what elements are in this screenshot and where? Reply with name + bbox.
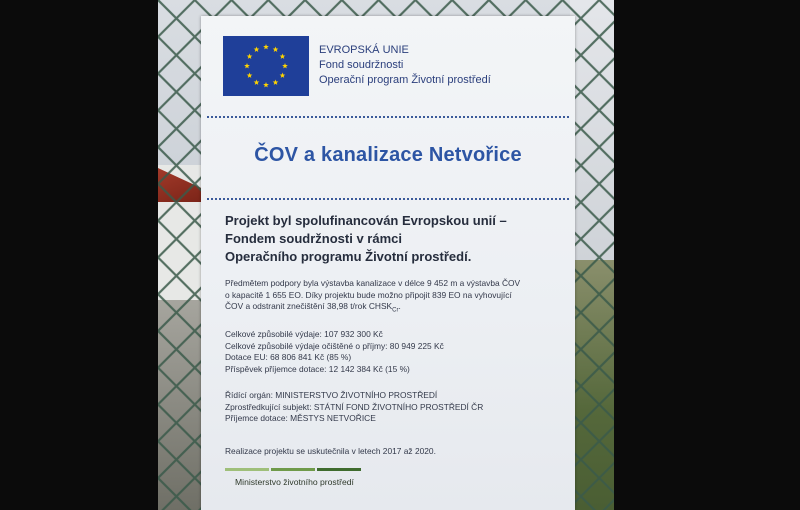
program-name: Operační program Životní prostředí [319, 74, 491, 86]
realization-period: Realizace projektu se uskutečnila v letech 2017 až 2020. [225, 446, 436, 456]
cost-line: Příspěvek příjemce dotace: 12 142 384 Kč (15 %) [225, 363, 410, 374]
eu-star-icon [273, 47, 279, 52]
headline-line: Projekt byl spolufinancován Evropskou unií – [225, 213, 507, 228]
eu-star-icon [280, 73, 286, 78]
dotted-separator [207, 116, 569, 118]
description-line: o kapacitě 1 655 EO. Díky projektu bude možno připojit 839 EO na vyhovující [225, 289, 512, 300]
eu-name: EVROPSKÁ UNIE [319, 44, 409, 56]
description-line: ČOV a odstranit znečištění 38,98 t/rok $CHSK_{Cr}$. [225, 301, 401, 314]
bar-segment [225, 468, 269, 471]
description-line: Předmětem podpory byla výstavba kanalizace v délce 9 452 m a výstavba ČOV [225, 278, 521, 288]
org-line: Zprostředkující subjekt: STÁTNÍ FOND ŽIVOTNÍHO PROSTŘEDÍ ČR [225, 401, 484, 412]
eu-star-icon [254, 79, 260, 84]
cost-line: Dotace EU: 68 806 841 Kč (85 %) [225, 352, 352, 362]
project-description [225, 278, 520, 317]
cost-line: Celkové způsobilé výdaje: 107 932 300 Kč [225, 329, 383, 339]
eu-star-icon [254, 47, 260, 52]
information-sign [201, 16, 575, 510]
eu-star-icon [263, 82, 269, 87]
bar-segment [317, 468, 361, 471]
ministry-logo-text: Ministerstvo životního prostředí [235, 477, 354, 487]
headline-line: Fondem soudržnosti v rámci [225, 231, 402, 246]
headline-line: Operačního programu Životní prostředí. [225, 249, 472, 264]
eu-star-icon [282, 63, 288, 68]
eu-flag-icon [223, 36, 309, 96]
org-line: Řídící orgán: MINISTERSTVO ŽIVOTNÍHO PROSTŘEDÍ [225, 390, 438, 400]
eu-star-icon [247, 54, 253, 59]
eu-fund-text [319, 43, 491, 88]
eu-star-icon [263, 44, 269, 49]
ministry-logo-bar [225, 468, 361, 471]
bar-segment [271, 468, 315, 471]
eu-star-icon [244, 63, 250, 68]
project-costs [225, 329, 444, 375]
project-title: ČOV a kanalizace Netvořice [254, 144, 522, 166]
eu-star-icon [247, 73, 253, 78]
org-line: Příjemce dotace: MĚSTYS NETVOŘICE [225, 413, 376, 423]
eu-star-icon [280, 54, 286, 59]
project-organizations [225, 390, 483, 425]
cofinancing-headline [225, 212, 507, 266]
dotted-separator [207, 198, 569, 200]
fund-name: Fond soudržnosti [319, 59, 404, 71]
cost-line: Celkové způsobilé výdaje očištěné o příjmy: 80 949 225 Kč [225, 340, 444, 351]
eu-star-icon [273, 79, 279, 84]
